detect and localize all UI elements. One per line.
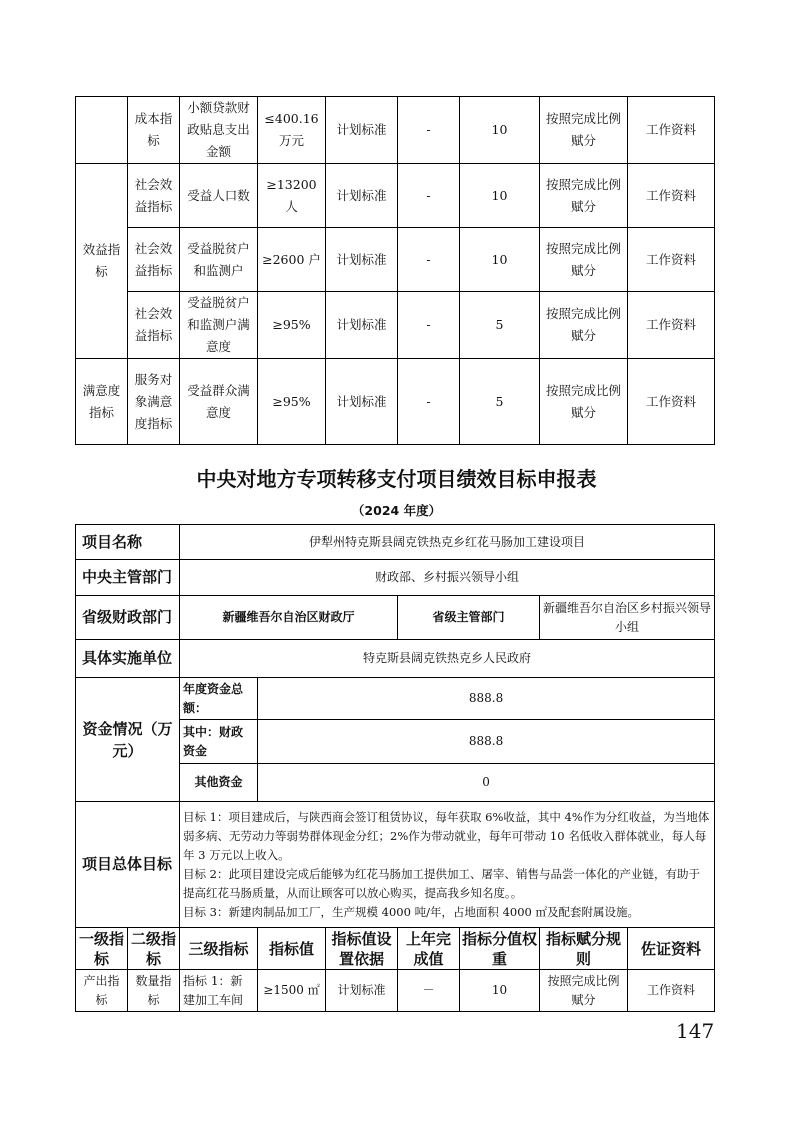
other-funds-value: 0 bbox=[258, 764, 715, 802]
header-value: 指标值 bbox=[258, 928, 326, 970]
level3-cell: 受益脱贫户和监测户满意度 bbox=[180, 292, 258, 359]
goal-3: 目标 3：新建肉制品加工厂，生产规模 4000 吨/年，占地面积 4000 ㎡及配套附属设施。 bbox=[183, 904, 640, 919]
table-row bbox=[76, 164, 715, 228]
level3-cell: 指标 1：新建加工车间 bbox=[180, 970, 258, 1012]
provincial-dept-value: 新疆维吾尔自治区乡村振兴领导小组 bbox=[540, 596, 715, 640]
last-year-cell: - bbox=[398, 164, 460, 228]
implementer-label: 具体实施单位 bbox=[76, 640, 180, 678]
weight-cell: 5 bbox=[460, 292, 540, 359]
level3-cell: 受益脱贫户和监测户 bbox=[180, 228, 258, 292]
header-level3: 三级指标 bbox=[180, 928, 258, 970]
indicator-table-continued bbox=[75, 96, 715, 445]
project-name-value: 伊犁州特克斯县阔克铁热克乡红花马肠加工建设项目 bbox=[180, 525, 715, 560]
overall-goal-text bbox=[180, 802, 715, 928]
rule-cell: 按照完成比例赋分 bbox=[540, 164, 628, 228]
level2-cell: 成本指标 bbox=[128, 97, 180, 164]
evidence-cell: 工作资料 bbox=[628, 97, 715, 164]
level2-cell: 数量指标 bbox=[128, 970, 180, 1012]
basis-cell: 计划标准 bbox=[326, 970, 398, 1012]
header-evidence: 佐证资料 bbox=[628, 928, 715, 970]
annual-total-label: 年度资金总额： bbox=[180, 678, 258, 720]
basis-cell: 计划标准 bbox=[326, 97, 398, 164]
table-row bbox=[76, 560, 715, 596]
basis-cell: 计划标准 bbox=[326, 164, 398, 228]
evidence-cell: 工作资料 bbox=[628, 228, 715, 292]
page-number: 147 bbox=[676, 1019, 715, 1043]
level1-cell: 产出指标 bbox=[76, 970, 128, 1012]
evidence-cell: 工作资料 bbox=[628, 292, 715, 359]
weight-cell: 10 bbox=[460, 228, 540, 292]
weight-cell: 10 bbox=[460, 970, 540, 1012]
value-cell: ≥95% bbox=[258, 292, 326, 359]
implementer-value: 特克斯县阔克铁热克乡人民政府 bbox=[180, 640, 715, 678]
table-row bbox=[76, 525, 715, 560]
table-row bbox=[76, 640, 715, 678]
level2-cell: 社会效益指标 bbox=[128, 292, 180, 359]
basis-cell: 计划标准 bbox=[326, 359, 398, 445]
table-row bbox=[76, 359, 715, 445]
header-level1: 一级指标 bbox=[76, 928, 128, 970]
table-row bbox=[76, 292, 715, 359]
level2-cell: 社会效益指标 bbox=[128, 228, 180, 292]
table-row bbox=[76, 970, 715, 1012]
level1-cell: 满意度指标 bbox=[76, 359, 128, 445]
last-year-cell: - bbox=[398, 97, 460, 164]
value-cell: ≥95% bbox=[258, 359, 326, 445]
last-year-cell: - bbox=[398, 292, 460, 359]
header-weight: 指标分值权重 bbox=[460, 928, 540, 970]
central-dept-label: 中央主管部门 bbox=[76, 560, 180, 596]
provincial-dept-label: 省级主管部门 bbox=[398, 596, 540, 640]
rule-cell: 按照完成比例赋分 bbox=[540, 228, 628, 292]
header-rule: 指标赋分规则 bbox=[540, 928, 628, 970]
goal-1: 目标 1：项目建成后，与陕西商会签订租赁协议，每年获取 6%收益，其中 4%作为分红收益，为当地体弱多病、无劳动力等弱势群体现金分红；2%作为带动就业，每年可带动 10 名低收入群体就业，每人每年 3 万元以上收入。 bbox=[183, 809, 710, 862]
table-row bbox=[76, 678, 715, 720]
header-last-year: 上年完成值 bbox=[398, 928, 460, 970]
level2-cell: 服务对象满意度指标 bbox=[128, 359, 180, 445]
fiscal-label: 其中：财政资金 bbox=[180, 720, 258, 764]
central-dept-value: 财政部、乡村振兴领导小组 bbox=[180, 560, 715, 596]
value-cell: ≥2600 户 bbox=[258, 228, 326, 292]
level3-cell: 受益群众满意度 bbox=[180, 359, 258, 445]
value-cell: ≥13200 人 bbox=[258, 164, 326, 228]
last-year-cell: － bbox=[398, 970, 460, 1012]
header-level2: 二级指标 bbox=[128, 928, 180, 970]
header-row bbox=[76, 928, 715, 970]
basis-cell: 计划标准 bbox=[326, 228, 398, 292]
weight-cell: 10 bbox=[460, 97, 540, 164]
table-row bbox=[76, 228, 715, 292]
level3-cell: 小额贷款财政贴息支出金额 bbox=[180, 97, 258, 164]
evidence-cell: 工作资料 bbox=[628, 164, 715, 228]
level1-cell: 效益指标 bbox=[76, 164, 128, 359]
weight-cell: 10 bbox=[460, 164, 540, 228]
goal-2: 目标 2：此项目建设完成后能够为红花马肠加工提供加工、屠宰、销售与品尝一体化的产业链，有助于提高红花马肠质量，从而让顾客可以放心购买，提高我乡知名度。。 bbox=[183, 866, 700, 900]
provincial-finance-value: 新疆维吾尔自治区财政厅 bbox=[180, 596, 398, 640]
rule-cell: 按照完成比例赋分 bbox=[540, 97, 628, 164]
fiscal-value: 888.8 bbox=[258, 720, 715, 764]
rule-cell: 按照完成比例赋分 bbox=[540, 359, 628, 445]
report-title: 中央对地方专项转移支付项目绩效目标申报表 bbox=[196, 467, 597, 491]
annual-total-value: 888.8 bbox=[258, 678, 715, 720]
evidence-cell: 工作资料 bbox=[628, 970, 715, 1012]
table-row bbox=[76, 802, 715, 928]
rule-cell: 按照完成比例赋分 bbox=[540, 292, 628, 359]
header-basis: 指标值设置依据 bbox=[326, 928, 398, 970]
level1-cell bbox=[76, 97, 128, 164]
level3-cell: 受益人口数 bbox=[180, 164, 258, 228]
value-cell: ≤400.16 万元 bbox=[258, 97, 326, 164]
weight-cell: 5 bbox=[460, 359, 540, 445]
overall-goal-label: 项目总体目标 bbox=[76, 802, 180, 928]
value-cell: ≥1500 ㎡ bbox=[258, 970, 326, 1012]
last-year-cell: - bbox=[398, 228, 460, 292]
funds-label: 资金情况（万元） bbox=[76, 678, 180, 802]
rule-cell: 按照完成比例赋分 bbox=[540, 970, 628, 1012]
table-row bbox=[76, 97, 715, 164]
performance-goal-form bbox=[75, 524, 715, 1012]
level2-cell: 社会效益指标 bbox=[128, 164, 180, 228]
provincial-finance-label: 省级财政部门 bbox=[76, 596, 180, 640]
basis-cell: 计划标准 bbox=[326, 292, 398, 359]
evidence-cell: 工作资料 bbox=[628, 359, 715, 445]
project-name-label: 项目名称 bbox=[76, 525, 180, 560]
report-year: （2024 年度） bbox=[351, 503, 442, 518]
other-funds-label: 其他资金 bbox=[180, 764, 258, 802]
last-year-cell: - bbox=[398, 359, 460, 445]
table-row bbox=[76, 596, 715, 640]
